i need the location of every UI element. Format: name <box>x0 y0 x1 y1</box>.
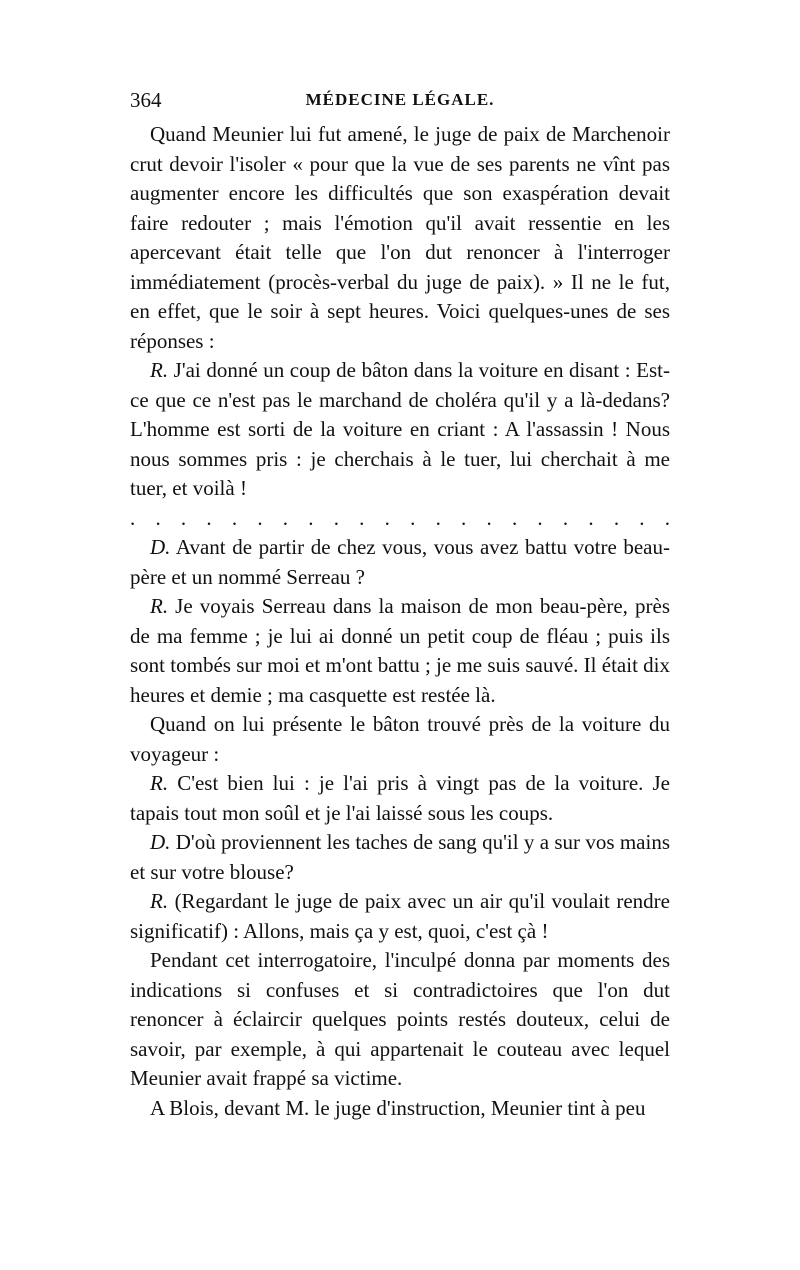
paragraph-text: A Blois, devant M. le juge d'instruction, Meunier tint à peu <box>150 1095 646 1120</box>
page-header <box>130 88 670 120</box>
paragraph-narration <box>130 710 670 769</box>
paragraph-text: Avant de partir de chez vous, vous avez battu votre beau-père et un nommé Serreau ? <box>130 535 670 589</box>
paragraph-text: Je voyais Serreau dans la maison de mon beau-père, près de ma femme ; je lui ai donné un petit coup de fléau ; puis ils sont tombés sur moi et m'ont battu ; je me suis sauvé. Il était dix heures et demie ; ma casquette est restée là. <box>130 594 670 707</box>
paragraph-question <box>130 828 670 887</box>
document-page <box>130 88 670 1123</box>
speaker-label: R. <box>150 594 169 618</box>
paragraph-answer <box>130 769 670 828</box>
paragraph-text: Quand on lui présente le bâton trouvé près de la voiture du voyageur : <box>130 712 670 766</box>
speaker-label: D. <box>150 535 171 559</box>
paragraph-text: C'est bien lui : je l'ai pris à vingt pas de la voiture. Je tapais tout mon soûl et je l'ai laissé sous les coups. <box>130 771 670 825</box>
paragraph-text: Quand Meunier lui fut amené, le juge de paix de Marchenoir crut devoir l'isoler « pour que la vue de ses parents ne vînt pas augmenter encore les difficultés que son exaspération devait faire redouter ; mais l'émotion qu'il avait ressentie en les apercevant était telle que l'on dut renoncer à l'interroger immédiatement (procès-verbal du juge de paix). » Il ne le fut, en effet, que le soir à sept heures. Voici quelques-unes de ses réponses : <box>130 122 670 353</box>
paragraph-narration <box>130 946 670 1094</box>
page-number: 364 <box>130 88 162 112</box>
ellipsis-line: . . . . . . . . . . . . . . . . . . . . . . <box>130 505 670 530</box>
paragraph-answer <box>130 592 670 710</box>
paragraph-text: J'ai donné un coup de bâton dans la voiture en disant : Est-ce que ce n'est pas le marchand de choléra qu'il y a là-dedans? L'homme est sorti de la voiture en criant : A l'assassin ! Nous nous sommes pris : je cherchais à le tuer, lui cherchait à me tuer, et voilà ! <box>130 358 670 500</box>
speaker-label: D. <box>150 830 171 854</box>
paragraph-narration <box>130 1094 670 1124</box>
speaker-label: R. <box>150 889 169 913</box>
running-title: MÉDECINE LÉGALE. <box>305 90 495 109</box>
paragraph-intro <box>130 120 670 356</box>
paragraph-answer <box>130 356 670 504</box>
paragraph-text: D'où proviennent les taches de sang qu'il y a sur vos mains et sur votre blouse? <box>130 830 670 884</box>
paragraph-answer <box>130 887 670 946</box>
body-text <box>130 120 670 1123</box>
paragraph-text: Pendant cet interrogatoire, l'inculpé donna par moments des indications si confuses et si contradictoires que l'on dut renoncer à éclaircir quelques points restés douteux, celui de savoir, par exemple, à qui appartenait le couteau avec lequel Meunier avait frappé sa victime. <box>130 948 670 1090</box>
paragraph-question <box>130 533 670 592</box>
speaker-label: R. <box>150 358 169 382</box>
paragraph-text: (Regardant le juge de paix avec un air qu'il voulait rendre significatif) : Allons, mais ça y est, quoi, c'est çà ! <box>130 889 670 943</box>
speaker-label: R. <box>150 771 169 795</box>
